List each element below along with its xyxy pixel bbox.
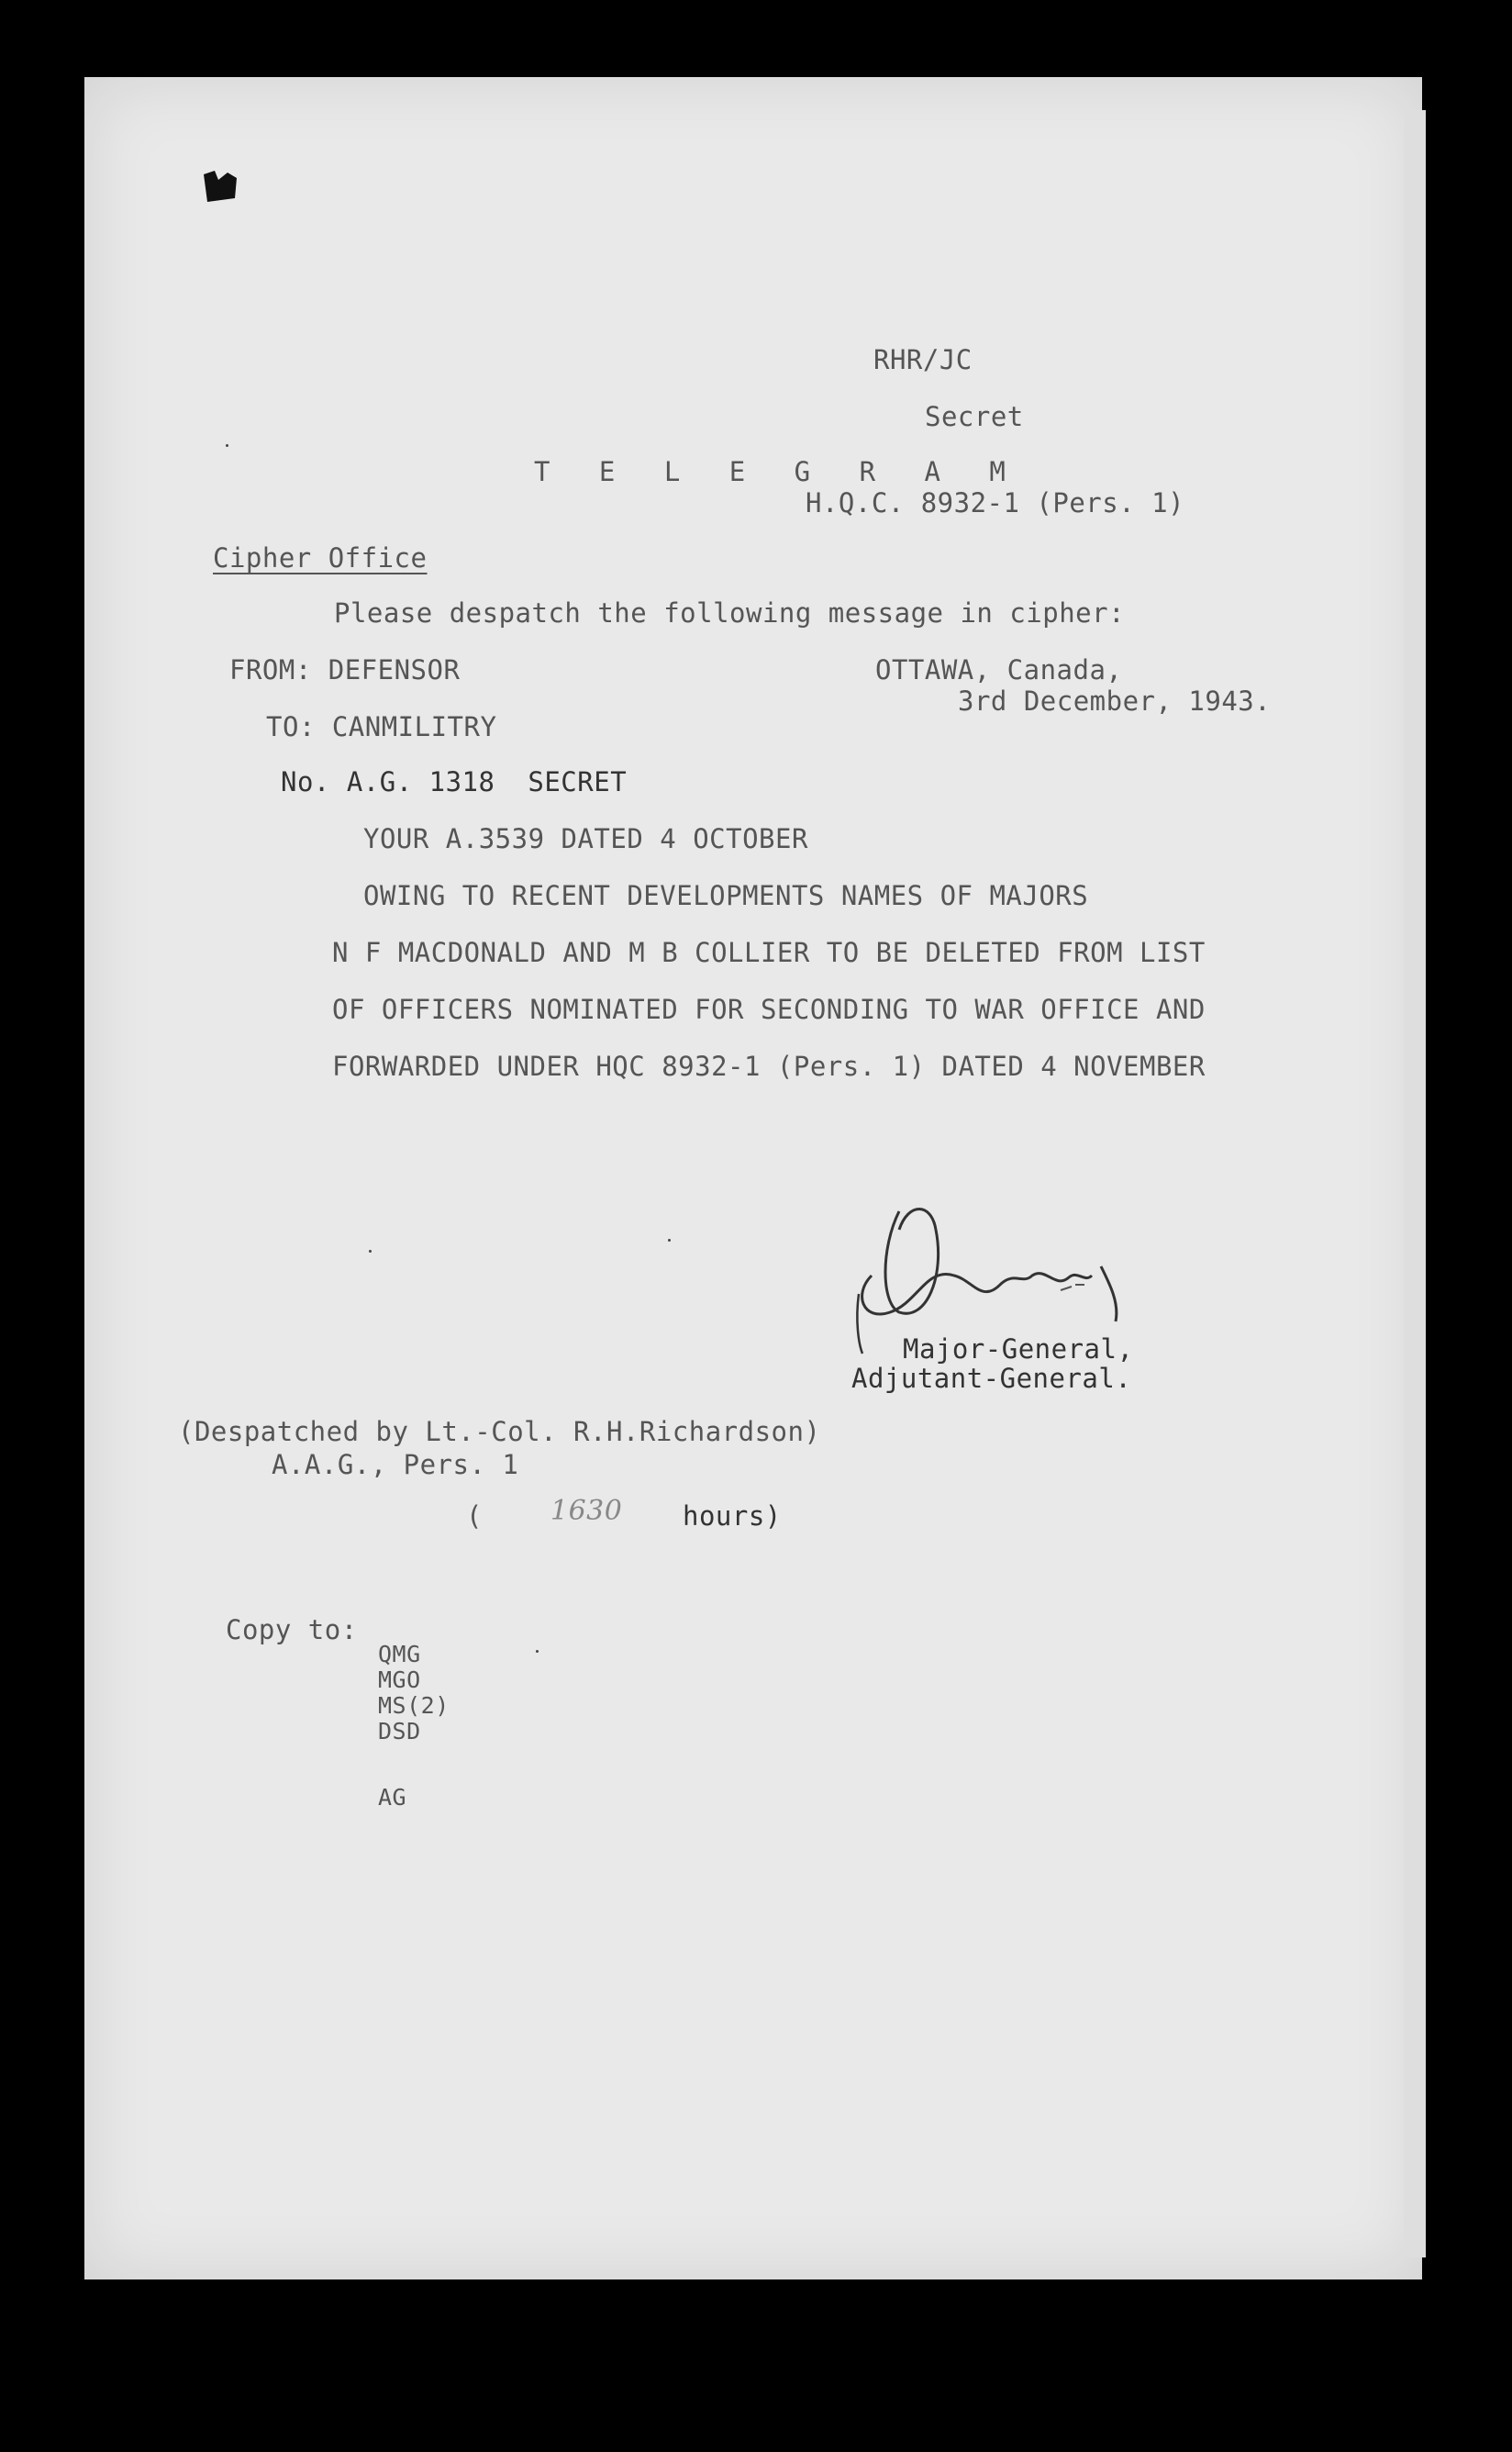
signatory-rank: Major-General, <box>903 1333 1134 1365</box>
despatch-open-paren: ( <box>466 1500 483 1532</box>
signatory-title: Adjutant-General. <box>851 1363 1132 1394</box>
paper-speck <box>226 444 228 447</box>
copy-recipient: MS(2) <box>378 1692 450 1719</box>
classification: Secret <box>925 401 1024 432</box>
copy-recipient: MGO <box>378 1666 421 1693</box>
handwritten-time: 1630 <box>550 1495 623 1527</box>
page-edge <box>1404 110 1426 2257</box>
paper-speck <box>668 1239 671 1242</box>
body-line: OF OFFICERS NOMINATED FOR SECONDING TO WAR OFFICE AND <box>332 994 1206 1025</box>
corner-mark <box>202 171 239 204</box>
despatch-office: A.A.G., Pers. 1 <box>272 1449 519 1480</box>
from-line: FROM: DEFENSOR <box>229 654 461 685</box>
file-number: H.Q.C. 8932-1 (Pers. 1) <box>806 487 1185 518</box>
copy-recipient: AG <box>378 1784 407 1811</box>
cipher-instruction: Please despatch the following message in cipher: <box>334 597 1126 629</box>
paper-speck <box>369 1250 372 1253</box>
despatched-by: (Despatched by Lt.-Col. R.H.Richardson) <box>178 1416 821 1447</box>
date: 3rd December, 1943. <box>958 685 1272 717</box>
despatch-hours: hours) <box>683 1500 782 1532</box>
document-type: T E L E G R A M <box>534 456 1022 487</box>
addressee: Cipher Office <box>213 542 428 574</box>
document-page <box>84 77 1422 2279</box>
body-line: OWING TO RECENT DEVELOPMENTS NAMES OF MAJORS <box>363 880 1089 911</box>
copy-to-label: Copy to: <box>226 1614 358 1645</box>
paper-speck <box>536 1650 539 1653</box>
body-line: FORWARDED UNDER HQC 8932-1 (Pers. 1) DATED 4 NOVEMBER <box>332 1051 1206 1082</box>
body-line: N F MACDONALD AND M B COLLIER TO BE DELETED FROM LIST <box>332 937 1206 968</box>
place: OTTAWA, Canada, <box>875 654 1123 685</box>
to-line: TO: CANMILITRY <box>266 711 497 742</box>
message-number: No. A.G. 1318 SECRET <box>281 766 628 797</box>
handwritten-signature <box>844 1175 1156 1358</box>
reference-initials: RHR/JC <box>873 344 973 375</box>
copy-recipient: QMG <box>378 1641 421 1667</box>
body-line: YOUR A.3539 DATED 4 OCTOBER <box>363 823 808 854</box>
copy-recipient: DSD <box>378 1718 421 1744</box>
